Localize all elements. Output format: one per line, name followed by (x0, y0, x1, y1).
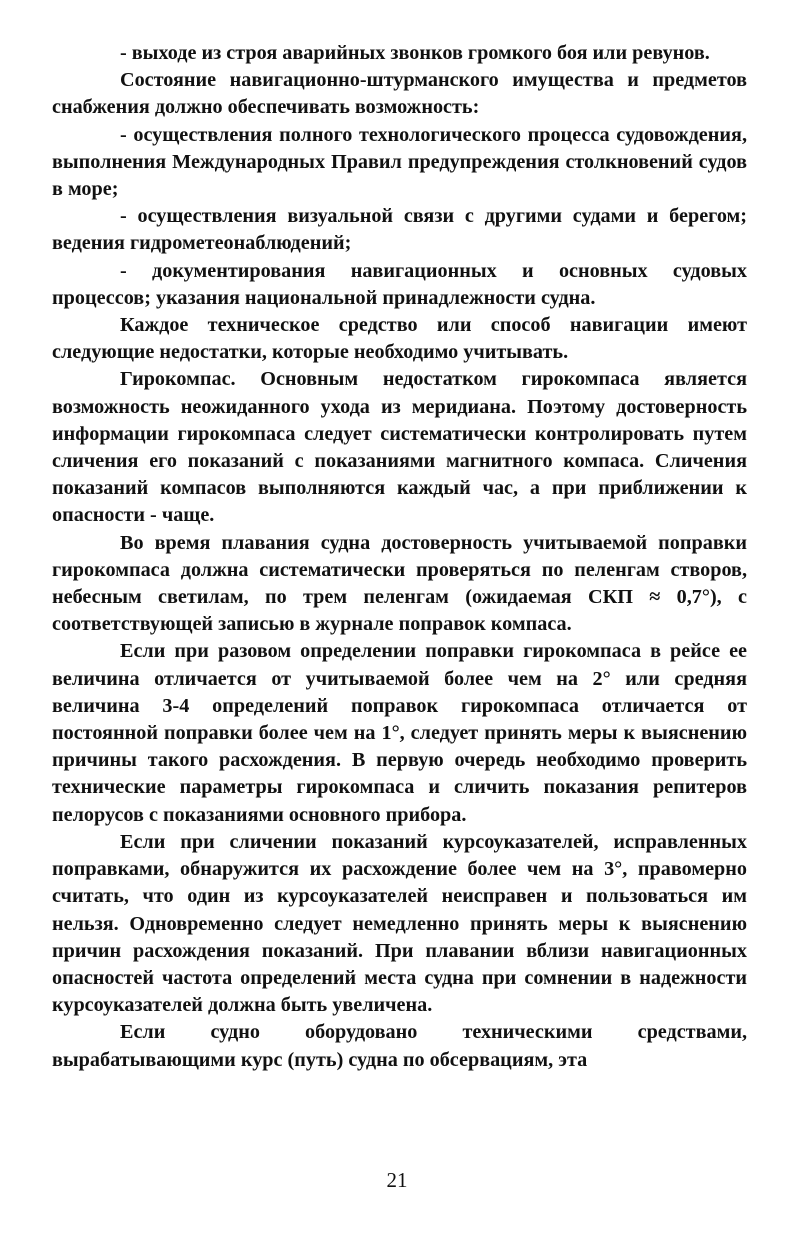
list-item-documentation: - документирования навигационных и основных судовых процессов; указания национальной принадлежности судна. (52, 259, 747, 309)
term-gyrocompass: Гирокомпас (120, 368, 231, 391)
document-body (52, 40, 747, 1074)
paragraph-heading-indicators: Если при сличении показаний курсоуказателей, исправленных поправками, обнаружится их расхождение более чем на 3°, правомерно считать, что один из курсоуказателей неисправен и пользоваться им нельзя. Одновременно следует немедленно принять меры к выяснению причин расхождения показаний. При плавании вблизи навигационных опасностей частота определений места судна при сомнении в надежности курсоуказателей должна быть увеличена. (52, 830, 747, 1017)
paragraph-equipment-state: Состояние навигационно-штурманского имущества и предметов снабжения должно обеспечивать возможность: (52, 69, 747, 119)
list-item-navigation-process: - осуществления полного технологического процесса судовождения, выполнения Международных Правил предупреждения столкновений судов в море; (52, 123, 747, 201)
list-item-visual-communication: - осуществления визуальной связи с другими судами и берегом; ведения гидрометеонаблюдений; (52, 205, 747, 255)
paragraph-gyrocompass (52, 366, 747, 529)
paragraph-gyro-deviation: Если при разовом определении поправки гирокомпаса в рейсе ее величина отличается от учитываемой более чем на 2° или средняя величина 3-4 определений поправок гирокомпаса отличается от постоянной поправки более чем на 1°, следует принять меры к выяснению причины такого расхождения. В первую очередь необходимо проверить технические параметры гирокомпаса и сличить показания репитеров пелорусов с показаниями основного прибора. (52, 640, 747, 826)
gyrocompass-text: . Основным недостатком гирокомпаса является возможность неожиданного ухода из меридиана. Поэтому достоверность информации гирокомпаса следует систематически контролировать путем сличения его показаний с показаниями магнитного компаса. Сличения показаний компасов выполняются каждый час, а при приближении к опасности - чаще. (52, 368, 747, 527)
page-number: 21 (386, 1168, 408, 1192)
paragraph-shortcomings-intro: Каждое техническое средство или способ навигации имеют следующие недостатки, которые необходимо учитывать. (52, 314, 747, 364)
paragraph-gyro-correction-check: Во время плавания судна достоверность учитываемой поправки гирокомпаса должна систематически проверяться по пеленгам створов, небесным светилам, по трем пеленгам (ожидаемая СКП ≈ 0,7°), с соответствующей записью в журнале поправок компаса. (52, 531, 747, 636)
paragraph-alarm-failure: - выходе из строя аварийных звонков громкого боя или ревунов. (120, 42, 710, 64)
paragraph-observation-course: Если судно оборудовано техническими средствами, вырабатывающими курс (путь) судна по обсервациям, эта (52, 1021, 747, 1071)
